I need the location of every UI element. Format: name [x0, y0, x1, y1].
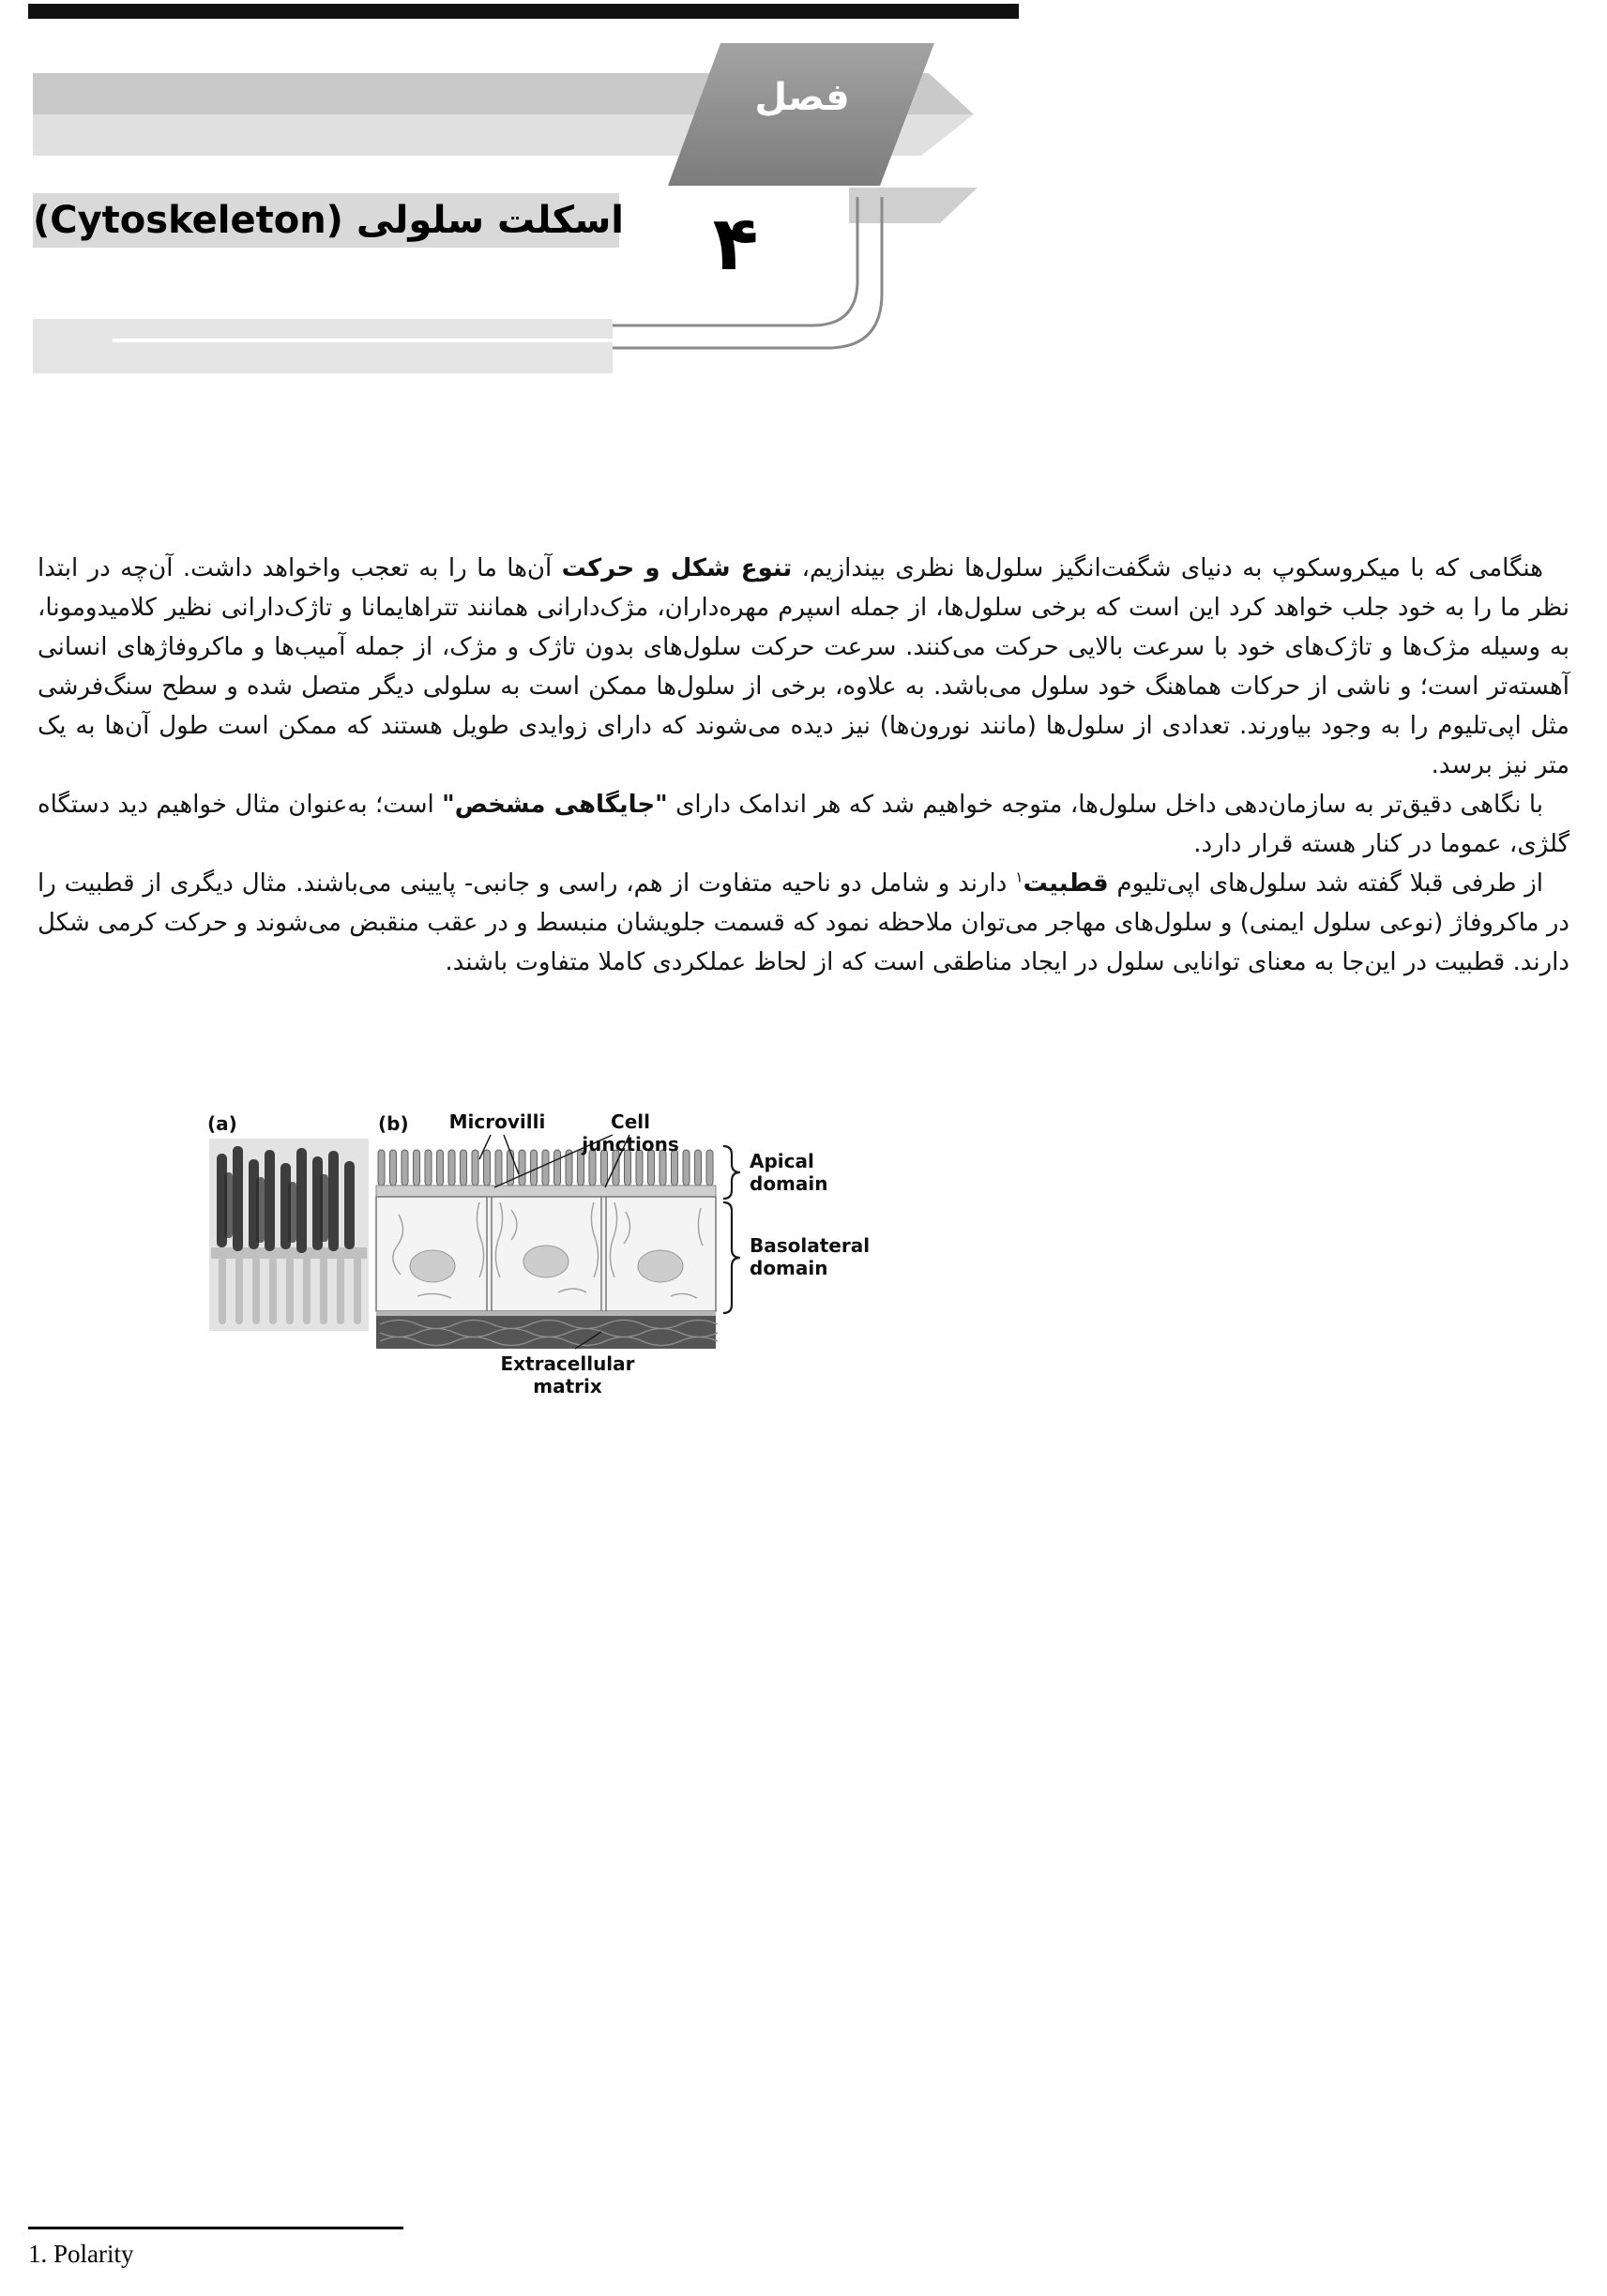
paragraph-2	[38, 785, 1569, 864]
panel-b-diagram	[376, 1135, 740, 1349]
paragraph-1-segment: هنگامی که با میکروسکوپ به دنیای شگفت‌انگیز سلول‌ها نظری بیندازیم،	[792, 554, 1543, 582]
lower-band	[33, 319, 613, 373]
footnote-rule	[28, 2227, 403, 2229]
top-black-bar	[28, 4, 1019, 19]
paragraph-3	[38, 864, 1569, 982]
nucleus	[638, 1250, 683, 1282]
basolateral-brace	[723, 1202, 740, 1313]
paragraph-1-segment: آن‌ها ما را به تعجب واخواهد داشت. آن‌چه در ابتدا نظر ما را به خود جلب خواهد کرد این است که برخی سلول‌ها، از جمله اسپرم مهره‌داران، مژک‌دارانی همانند تتراهایمانا و تاژک‌دارانی نظیر کلامیدومونا، به وسیله مژک‌ها و تاژک‌های خود با سرعت بالایی حرکت می‌کنند. سرعت حرکت سلول‌های بدون تاژک و مژک، از جمله آمیب‌ها و ماکروفاژهای انسانی آهسته‌تر است؛ و ناشی از حرکات هماهنگ خود سلول می‌باشد. به علاوه، برخی از سلول‌ها ممکن است به سلولی دیگر متصل شده و سطح سنگ‌فرشی مثل اپی‌تلیوم را به وجود بیاورند. تعدادی از سلول‌ها (مانند نورون‌ها) نیز دیده می‌شوند که دارای زوایدی طویل هستند که ممکن است طول آن‌ها به یک متر نیز برسد.	[38, 554, 1569, 779]
panel-a-micrograph	[209, 1139, 369, 1331]
footnote-marker: ۱	[1015, 869, 1023, 886]
paragraph-2-bold: "جایگاهی مشخص"	[442, 791, 668, 819]
body-text	[38, 549, 1569, 982]
apical-surface-band	[376, 1186, 716, 1197]
chapter-header	[0, 0, 1607, 403]
apical-brace	[723, 1146, 740, 1199]
apical-domain-label: Apical domain	[750, 1150, 828, 1195]
figure-panel-b-label: (b)	[378, 1112, 409, 1135]
ribbon-tail	[849, 188, 978, 223]
microvilli-label: Microvilli	[448, 1110, 546, 1133]
paragraph-2-segment: با نگاهی دقیق‌تر به سازمان‌دهی داخل سلول‌ها، متوجه خواهیم شد که هر اندامک دارای	[667, 791, 1544, 819]
cell-junctions-label: Cell junctions	[582, 1110, 679, 1156]
nucleus	[523, 1246, 569, 1277]
basolateral-domain-label: Basolateral domain	[750, 1234, 871, 1279]
chapter-title: اسکلت سلولی (Cytoskeleton)	[32, 199, 625, 242]
chapter-word: فصل	[754, 76, 850, 119]
chapter-number: ۴	[712, 200, 759, 287]
extracellular-matrix-band	[376, 1311, 718, 1349]
extracellular-matrix-label: Extracellular matrix	[500, 1352, 635, 1397]
epithelial-cells	[376, 1197, 716, 1311]
paragraph-1	[38, 549, 1569, 785]
paragraph-3-segment: از طرفی قبلا گفته شد سلول‌های اپی‌تلیوم	[1108, 869, 1543, 898]
footnote-text: 1. Polarity	[28, 2240, 134, 2268]
paragraph-1-bold: تنوع شکل و حرکت	[561, 554, 793, 582]
paragraph-3-bold: قطبیت	[1023, 869, 1109, 898]
figure-panel-a-label: (a)	[207, 1112, 237, 1135]
paragraph-3-segment: دارند و شامل دو ناحیه متفاوت از هم، راسی و جانبی- پایینی می‌باشند. مثال دیگری از قطبیت را در ماکروفاژ (نوعی سلول ایمنی) و سلول‌های مهاجر می‌توان ملاحظه نمود که قسمت جلویشان منبسط و در عقب منقبض می‌شوند و حرکت کرمی شکل دارند. قطبیت در این‌جا به معنای توانایی سلول در ایجاد مناطقی است که از لحاظ عملکردی کاملا متفاوت باشند.	[38, 869, 1569, 976]
nucleus	[410, 1250, 455, 1282]
paragraph-2-segment: است؛ به‌عنوان مثال خواهیم دید دستگاه گلژی، عموما در کنار هسته قرار دارد.	[38, 791, 1569, 858]
epithelium-figure	[202, 1107, 871, 1397]
